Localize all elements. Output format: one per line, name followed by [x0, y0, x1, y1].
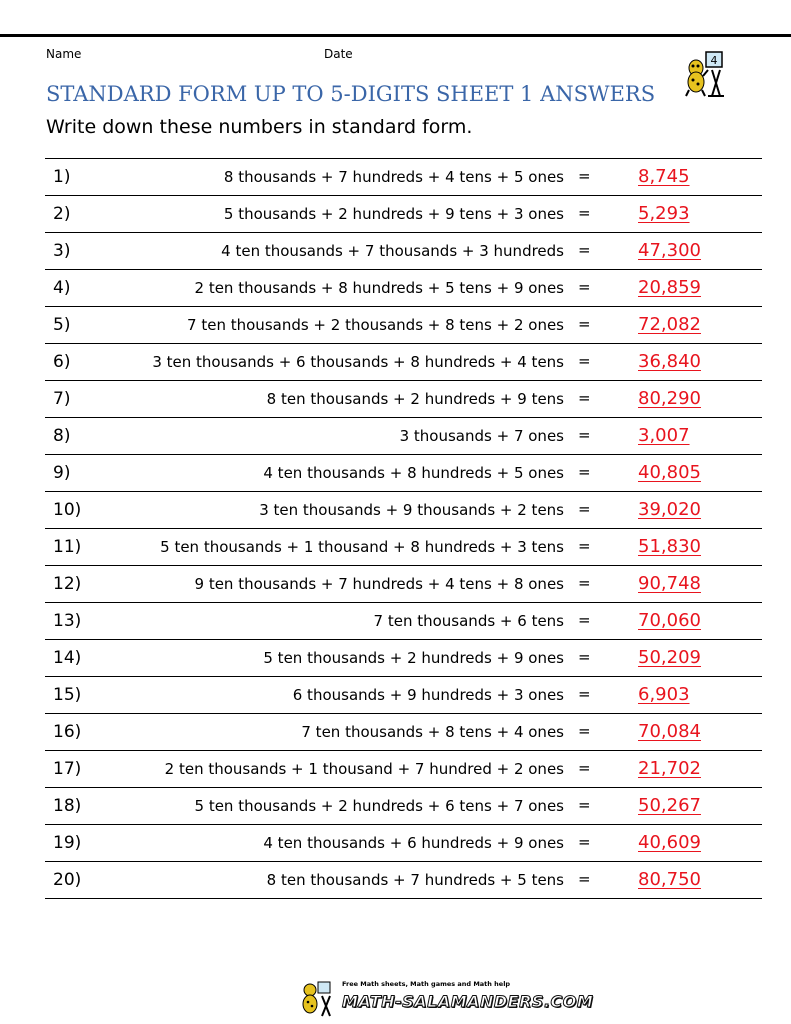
- equals-sign: =: [578, 648, 591, 666]
- footer-tagline: Free Math sheets, Math games and Math help: [342, 980, 511, 988]
- answer: 51,830: [638, 536, 701, 557]
- question-number: 10): [53, 500, 82, 520]
- answer: 90,748: [638, 573, 701, 594]
- table-row: [45, 196, 762, 233]
- answer: 6,903: [638, 684, 690, 705]
- equals-sign: =: [578, 352, 591, 370]
- equals-sign: =: [578, 167, 591, 185]
- answer-table: [45, 158, 762, 899]
- table-row: [45, 344, 762, 381]
- question-number: 20): [53, 870, 82, 890]
- expanded-form: 3 thousands + 7 ones: [399, 427, 564, 445]
- expanded-form: 3 ten thousands + 9 thousands + 2 tens: [259, 501, 564, 519]
- answer: 3,007: [638, 425, 690, 446]
- equals-sign: =: [578, 500, 591, 518]
- answer: 40,805: [638, 462, 701, 483]
- question-number: 7): [53, 389, 71, 409]
- table-row: [45, 714, 762, 751]
- equals-sign: =: [578, 278, 591, 296]
- top-rule: [0, 34, 791, 37]
- table-row: [45, 233, 762, 270]
- equals-sign: =: [578, 870, 591, 888]
- question-number: 2): [53, 204, 71, 224]
- answer: 21,702: [638, 758, 701, 779]
- table-row: [45, 603, 762, 640]
- table-row: [45, 492, 762, 529]
- expanded-form: 4 ten thousands + 8 hundreds + 5 ones: [263, 464, 564, 482]
- instructions: Write down these numbers in standard form.: [46, 116, 473, 138]
- question-number: 11): [53, 537, 82, 557]
- expanded-form: 6 thousands + 9 hundreds + 3 ones: [292, 686, 564, 704]
- question-number: 3): [53, 241, 71, 261]
- equals-sign: =: [578, 426, 591, 444]
- question-number: 4): [53, 278, 71, 298]
- table-row: [45, 381, 762, 418]
- equals-sign: =: [578, 315, 591, 333]
- question-number: 14): [53, 648, 82, 668]
- equals-sign: =: [578, 759, 591, 777]
- table-row: [45, 307, 762, 344]
- answer: 8,745: [638, 166, 690, 187]
- table-row: [45, 677, 762, 714]
- table-row: [45, 159, 762, 196]
- table-row: [45, 566, 762, 603]
- expanded-form: 8 thousands + 7 hundreds + 4 tens + 5 ones: [223, 168, 564, 186]
- expanded-form: 5 ten thousands + 1 thousand + 8 hundreds + 3 tens: [160, 538, 564, 556]
- table-row: [45, 862, 762, 899]
- question-number: 9): [53, 463, 71, 483]
- question-number: 13): [53, 611, 82, 631]
- question-number: 5): [53, 315, 71, 335]
- table-row: [45, 418, 762, 455]
- footer-logo: [300, 978, 594, 1018]
- answer: 50,267: [638, 795, 701, 816]
- date-label: Date: [324, 47, 353, 61]
- answer: 39,020: [638, 499, 701, 520]
- expanded-form: 8 ten thousands + 7 hundreds + 5 tens: [266, 871, 564, 889]
- question-number: 18): [53, 796, 82, 816]
- table-row: [45, 751, 762, 788]
- expanded-form: 2 ten thousands + 8 hundreds + 5 tens + 9 ones: [194, 279, 564, 297]
- question-number: 19): [53, 833, 82, 853]
- equals-sign: =: [578, 389, 591, 407]
- page-title: STANDARD FORM UP TO 5-DIGITS SHEET 1 ANSWERS: [46, 82, 656, 106]
- table-row: [45, 270, 762, 307]
- salamander-logo-icon: [684, 50, 736, 98]
- footer-salamander-icon: [300, 978, 340, 1018]
- answer: 70,084: [638, 721, 701, 742]
- expanded-form: 9 ten thousands + 7 hundreds + 4 tens + 8 ones: [194, 575, 564, 593]
- equals-sign: =: [578, 204, 591, 222]
- equals-sign: =: [578, 796, 591, 814]
- expanded-form: 4 ten thousands + 7 thousands + 3 hundreds: [221, 242, 564, 260]
- equals-sign: =: [578, 574, 591, 592]
- expanded-form: 5 thousands + 2 hundreds + 9 tens + 3 ones: [223, 205, 564, 223]
- table-row: [45, 788, 762, 825]
- table-row: [45, 640, 762, 677]
- question-number: 8): [53, 426, 71, 446]
- salamander-logo: [684, 50, 736, 98]
- answer: 70,060: [638, 610, 701, 631]
- question-number: 15): [53, 685, 82, 705]
- equals-sign: =: [578, 722, 591, 740]
- answer: 80,750: [638, 869, 701, 890]
- answer: 80,290: [638, 388, 701, 409]
- equals-sign: =: [578, 241, 591, 259]
- table-row: [45, 825, 762, 862]
- logo-digit: 4: [710, 54, 718, 67]
- expanded-form: 8 ten thousands + 2 hundreds + 9 tens: [266, 390, 564, 408]
- expanded-form: 3 ten thousands + 6 thousands + 8 hundreds + 4 tens: [152, 353, 564, 371]
- answer: 5,293: [638, 203, 690, 224]
- expanded-form: 7 ten thousands + 8 tens + 4 ones: [301, 723, 564, 741]
- answer: 50,209: [638, 647, 701, 668]
- expanded-form: 5 ten thousands + 2 hundreds + 6 tens + 7 ones: [194, 797, 564, 815]
- question-number: 6): [53, 352, 71, 372]
- expanded-form: 4 ten thousands + 6 hundreds + 9 ones: [263, 834, 564, 852]
- answer: 47,300: [638, 240, 701, 261]
- footer-site: MATH-SALAMANDERS.COM: [342, 992, 594, 1011]
- answer: 72,082: [638, 314, 701, 335]
- equals-sign: =: [578, 463, 591, 481]
- equals-sign: =: [578, 537, 591, 555]
- answer: 36,840: [638, 351, 701, 372]
- question-number: 16): [53, 722, 82, 742]
- name-label: Name: [46, 47, 82, 61]
- equals-sign: =: [578, 611, 591, 629]
- expanded-form: 7 ten thousands + 6 tens: [373, 612, 564, 630]
- question-number: 1): [53, 167, 71, 187]
- answer: 40,609: [638, 832, 701, 853]
- expanded-form: 2 ten thousands + 1 thousand + 7 hundred + 2 ones: [164, 760, 564, 778]
- expanded-form: 7 ten thousands + 2 thousands + 8 tens + 2 ones: [187, 316, 564, 334]
- equals-sign: =: [578, 833, 591, 851]
- table-row: [45, 455, 762, 492]
- question-number: 12): [53, 574, 82, 594]
- answer: 20,859: [638, 277, 701, 298]
- question-number: 17): [53, 759, 82, 779]
- table-row: [45, 529, 762, 566]
- equals-sign: =: [578, 685, 591, 703]
- expanded-form: 5 ten thousands + 2 hundreds + 9 ones: [263, 649, 564, 667]
